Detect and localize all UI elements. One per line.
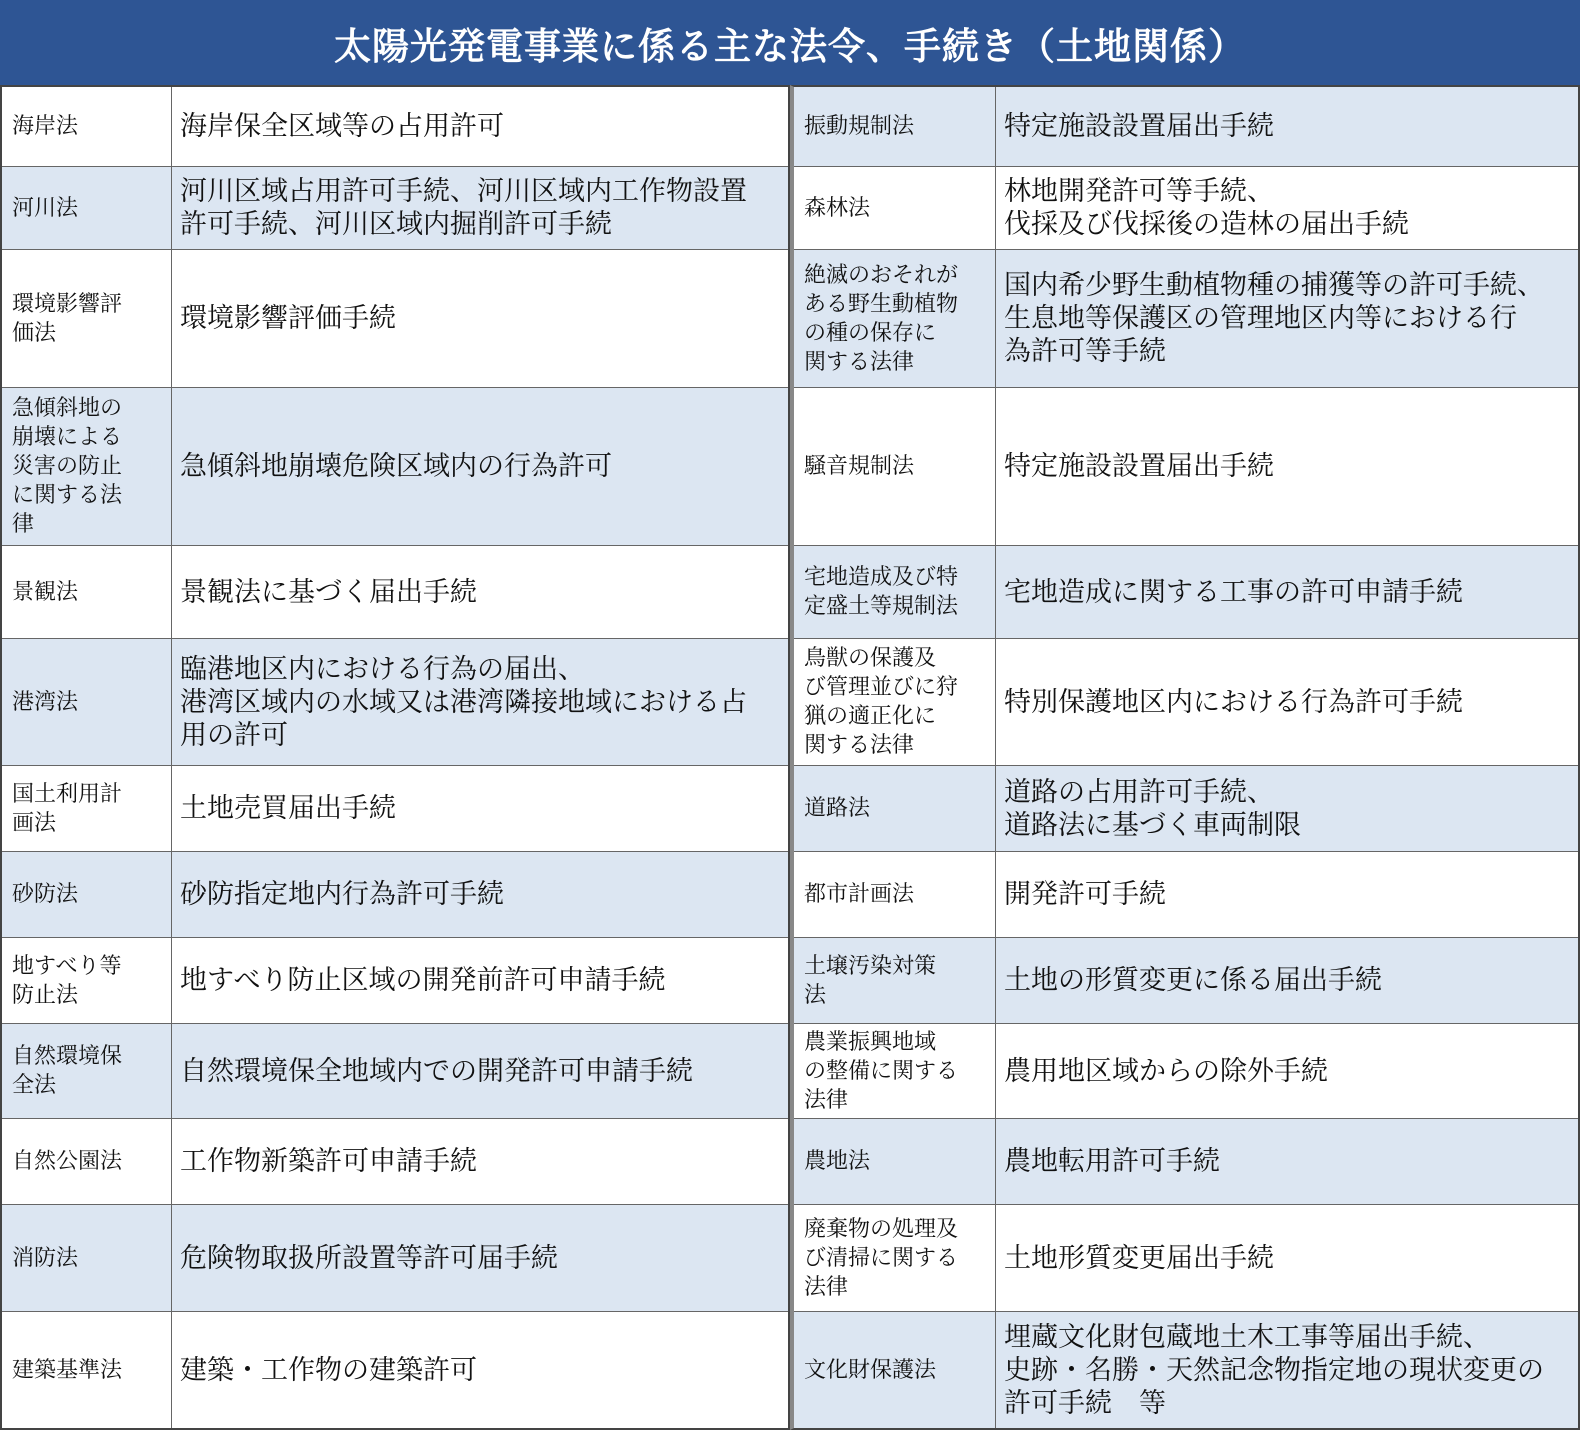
table-row bbox=[794, 1205, 1578, 1312]
procedure-cell: 林地開発許可等手続、 伐採及び伐採後の造林の届出手続 bbox=[1004, 176, 1409, 240]
procedure-cell: 土地売買届出手続 bbox=[180, 793, 396, 824]
procedure-cell: 土地形質変更届出手続 bbox=[1004, 1242, 1274, 1274]
procedure-cell: 特定施設設置届出手続 bbox=[1004, 451, 1274, 482]
law-name-cell: 鳥獣の保護及 び管理並びに狩 猟の適正化に 関する法律 bbox=[794, 639, 996, 765]
table-row bbox=[2, 1312, 788, 1428]
law-name-cell: 自然環境保 全法 bbox=[2, 1024, 172, 1118]
table-row bbox=[2, 87, 788, 167]
table-row bbox=[2, 167, 788, 250]
table-row bbox=[794, 250, 1578, 388]
table-row bbox=[2, 1205, 788, 1312]
law-name-cell: 砂防法 bbox=[2, 852, 172, 937]
table-row bbox=[2, 766, 788, 852]
procedure-cell: 特定施設設置届出手続 bbox=[1004, 111, 1274, 142]
law-name-cell: 森林法 bbox=[794, 167, 996, 249]
law-name-cell: 廃棄物の処理及 び清掃に関する 法律 bbox=[794, 1205, 996, 1311]
table-row bbox=[2, 388, 788, 546]
law-name-cell: 農業振興地域 の整備に関する 法律 bbox=[794, 1024, 996, 1118]
law-name-cell: 河川法 bbox=[2, 167, 172, 249]
procedure-cell: 工作物新築許可申請手続 bbox=[180, 1146, 477, 1177]
table-row bbox=[2, 546, 788, 639]
procedure-cell: 特別保護地区内における行為許可手続 bbox=[1004, 686, 1463, 718]
table-row bbox=[2, 938, 788, 1024]
law-name-cell: 絶滅のおそれが ある野生動植物 の種の保存に 関する法律 bbox=[794, 250, 996, 387]
law-name-cell: 国土利用計 画法 bbox=[2, 766, 172, 851]
table-row bbox=[794, 766, 1578, 852]
table-row bbox=[2, 1119, 788, 1205]
law-name-cell: 都市計画法 bbox=[794, 852, 996, 937]
law-name-cell: 自然公園法 bbox=[2, 1119, 172, 1204]
procedure-cell: 農用地区域からの除外手続 bbox=[1004, 1055, 1328, 1087]
table-row bbox=[794, 1024, 1578, 1119]
table-row bbox=[2, 639, 788, 766]
table-row bbox=[794, 938, 1578, 1024]
law-name-cell: 文化財保護法 bbox=[794, 1312, 996, 1428]
law-name-cell: 騒音規制法 bbox=[794, 388, 996, 545]
procedure-cell: 自然環境保全地域内での開発許可申請手続 bbox=[180, 1055, 693, 1087]
table-row bbox=[794, 1119, 1578, 1205]
procedure-cell: 臨港地区内における行為の届出、 港湾区域内の水域又は港湾隣接地域における占 用の許可 bbox=[180, 653, 747, 751]
law-name-cell: 消防法 bbox=[2, 1205, 172, 1311]
procedure-cell: 埋蔵文化財包蔵地土木工事等届出手続、 史跡・名勝・天然記念物指定地の現状変更の 許可手続 等 bbox=[1004, 1321, 1544, 1419]
table-row bbox=[794, 87, 1578, 167]
table-row bbox=[2, 852, 788, 938]
law-name-cell: 急傾斜地の 崩壊による 災害の防止 に関する法 律 bbox=[2, 388, 172, 545]
table-row bbox=[794, 546, 1578, 639]
procedure-cell: 海岸保全区域等の占用許可 bbox=[180, 111, 504, 142]
procedure-cell: 宅地造成に関する工事の許可申請手続 bbox=[1004, 576, 1463, 608]
procedure-cell: 国内希少野生動植物種の捕獲等の許可手続、 生息地等保護区の管理地区内等における行 為許可等手続 bbox=[1004, 270, 1544, 367]
right-table bbox=[790, 85, 1580, 1430]
law-name-cell: 景観法 bbox=[2, 546, 172, 638]
table-row bbox=[794, 388, 1578, 546]
table-row bbox=[794, 852, 1578, 938]
procedure-cell: 開発許可手続 bbox=[1004, 879, 1166, 910]
table-row bbox=[794, 639, 1578, 766]
law-name-cell: 港湾法 bbox=[2, 639, 172, 765]
law-name-cell: 道路法 bbox=[794, 766, 996, 851]
table-row bbox=[2, 1024, 788, 1119]
table-row bbox=[2, 250, 788, 388]
procedure-cell: 景観法に基づく届出手続 bbox=[180, 576, 477, 608]
table-row bbox=[794, 1312, 1578, 1428]
law-name-cell: 土壌汚染対策 法 bbox=[794, 938, 996, 1023]
law-name-cell: 農地法 bbox=[794, 1119, 996, 1204]
procedure-cell: 建築・工作物の建築許可 bbox=[180, 1354, 477, 1386]
left-table bbox=[0, 85, 790, 1430]
law-name-cell: 環境影響評 価法 bbox=[2, 250, 172, 387]
procedure-cell: 道路の占用許可手続、 道路法に基づく車両制限 bbox=[1004, 776, 1301, 841]
procedure-cell: 砂防指定地内行為許可手続 bbox=[180, 879, 504, 910]
law-name-cell: 海岸法 bbox=[2, 87, 172, 166]
procedure-cell: 危険物取扱所設置等許可届手続 bbox=[180, 1242, 558, 1274]
law-name-cell: 宅地造成及び特 定盛土等規制法 bbox=[794, 546, 996, 638]
page-title: 太陽光発電事業に係る主な法令、手続き（土地関係） bbox=[0, 0, 1580, 85]
law-name-cell: 振動規制法 bbox=[794, 87, 996, 166]
procedure-cell: 河川区域占用許可手続、河川区域内工作物設置 許可手続、河川区域内掘削許可手続 bbox=[180, 176, 747, 240]
procedure-cell: 農地転用許可手続 bbox=[1004, 1146, 1220, 1177]
table-row bbox=[794, 167, 1578, 250]
law-name-cell: 建築基準法 bbox=[2, 1312, 172, 1428]
law-name-cell: 地すべり等 防止法 bbox=[2, 938, 172, 1023]
procedure-cell: 環境影響評価手続 bbox=[180, 303, 396, 334]
procedure-cell: 地すべり防止区域の開発前許可申請手続 bbox=[180, 965, 666, 996]
procedure-cell: 急傾斜地崩壊危険区域内の行為許可 bbox=[180, 451, 612, 482]
procedure-cell: 土地の形質変更に係る届出手続 bbox=[1004, 965, 1382, 996]
